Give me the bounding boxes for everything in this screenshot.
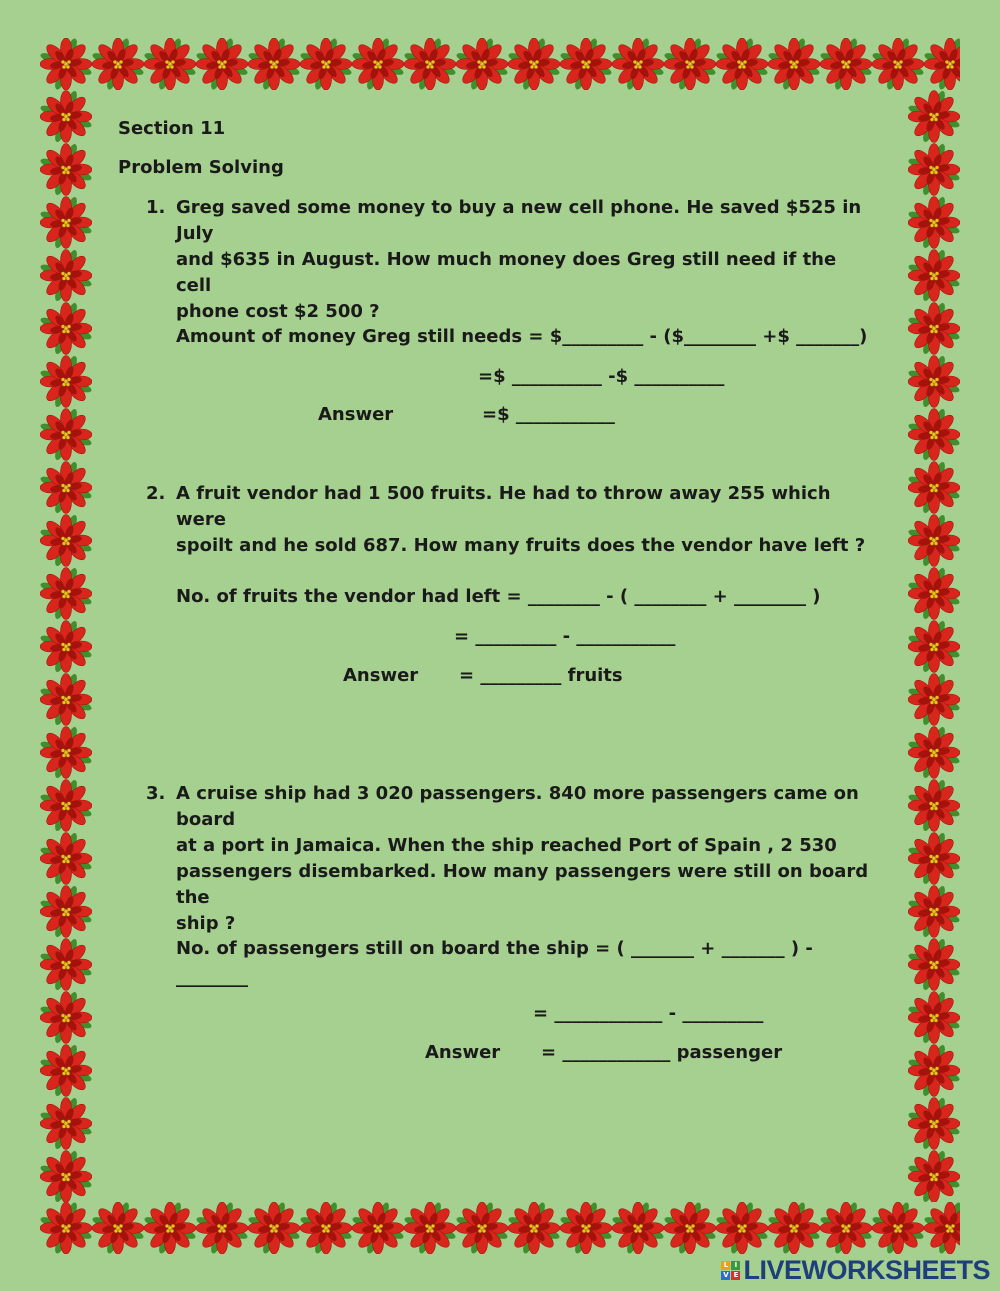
poinsettia-icon: [40, 461, 92, 514]
problem-3-work-line-1b[interactable]: ________: [176, 967, 248, 988]
poinsettia-icon: [300, 1202, 352, 1254]
poinsettia-icon: [40, 90, 92, 143]
problem-3-work-line-1[interactable]: No. of passengers still on board the ship = ( _______ + _______ ) -: [176, 938, 813, 959]
poinsettia-icon: [40, 567, 92, 620]
poinsettia-icon: [40, 1150, 92, 1202]
liveworksheets-logo[interactable]: [721, 1255, 990, 1285]
poinsettia-icon: [40, 620, 92, 673]
poinsettia-icon: [820, 38, 872, 90]
poinsettia-icon: [560, 38, 612, 90]
question-line: phone cost $2 500 ?: [176, 301, 380, 322]
poinsettia-icon: [40, 779, 92, 832]
poinsettia-icon: [40, 1097, 92, 1150]
poinsettia-icon: [908, 726, 960, 779]
poinsettia-icon: [908, 620, 960, 673]
poinsettia-icon: [908, 461, 960, 514]
problem-2-work-line-1[interactable]: No. of fruits the vendor had left = ________ - ( ________ + ________ ): [176, 586, 821, 607]
poinsettia-icon: [908, 355, 960, 408]
question-line: A fruit vendor had 1 500 fruits. He had to throw away 255 which were: [176, 483, 831, 530]
problem-2-work-line-2[interactable]: = _________ - ___________: [454, 626, 676, 647]
poinsettia-icon: [40, 408, 92, 461]
poinsettia-icon: [908, 1044, 960, 1097]
poinsettia-icon: [924, 1202, 960, 1254]
poinsettia-icon: [664, 38, 716, 90]
poinsettia-icon: [196, 1202, 248, 1254]
poinsettia-icon: [908, 779, 960, 832]
poinsettia-icon: [404, 1202, 456, 1254]
question-line: at a port in Jamaica. When the ship reached Port of Spain , 2 530: [176, 835, 837, 856]
poinsettia-icon: [908, 408, 960, 461]
problem-2-answer-field[interactable]: = _________ fruits: [459, 665, 623, 686]
poinsettia-icon: [908, 302, 960, 355]
poinsettia-icon: [40, 1044, 92, 1097]
border-bottom: [40, 1202, 960, 1254]
poinsettia-icon: [908, 832, 960, 885]
poinsettia-icon: [40, 196, 92, 249]
poinsettia-icon: [908, 673, 960, 726]
problem-1-question: [176, 195, 876, 325]
poinsettia-icon: [768, 1202, 820, 1254]
question-line: spoilt and he sold 687. How many fruits does the vendor have left ?: [176, 535, 866, 556]
poinsettia-icon: [908, 514, 960, 567]
logo-block: I: [731, 1261, 740, 1270]
poinsettia-icon: [144, 1202, 196, 1254]
poinsettia-icon: [40, 832, 92, 885]
problem-3-answer-label: Answer: [425, 1042, 501, 1063]
poinsettia-icon: [300, 38, 352, 90]
poinsettia-icon: [508, 38, 560, 90]
problem-3-answer-field[interactable]: = ____________ passenger: [541, 1042, 783, 1063]
poinsettia-icon: [40, 514, 92, 567]
poinsettia-icon: [248, 1202, 300, 1254]
poinsettia-icon: [92, 1202, 144, 1254]
poinsettia-icon: [144, 38, 196, 90]
poinsettia-icon: [40, 726, 92, 779]
poinsettia-icon: [456, 1202, 508, 1254]
poinsettia-icon: [664, 1202, 716, 1254]
question-line: A cruise ship had 3 020 passengers. 840 more passengers came on board: [176, 783, 859, 830]
problem-3-work-line-2[interactable]: = ____________ - _________: [533, 1003, 764, 1024]
question-line: and $635 in August. How much money does Greg still need if the cell: [176, 249, 837, 296]
poinsettia-icon: [908, 885, 960, 938]
poinsettia-icon: [908, 90, 960, 143]
section-title: Section 11: [118, 118, 226, 139]
poinsettia-icon: [40, 673, 92, 726]
poinsettia-icon: [456, 38, 508, 90]
poinsettia-icon: [248, 38, 300, 90]
poinsettia-icon: [40, 38, 92, 90]
poinsettia-icon: [40, 302, 92, 355]
logo-block: L: [721, 1261, 730, 1270]
poinsettia-icon: [908, 249, 960, 302]
poinsettia-icon: [352, 1202, 404, 1254]
logo-block: E: [731, 1271, 740, 1280]
poinsettia-icon: [908, 938, 960, 991]
poinsettia-icon: [716, 38, 768, 90]
poinsettia-icon: [908, 567, 960, 620]
border-right: [908, 90, 960, 1202]
poinsettia-icon: [908, 196, 960, 249]
poinsettia-icon: [612, 1202, 664, 1254]
problem-2-answer-label: Answer: [343, 665, 419, 686]
problem-1-work-line-1[interactable]: Amount of money Greg still needs = $_________ - ($________ +$ _______): [176, 326, 868, 347]
poinsettia-icon: [404, 38, 456, 90]
poinsettia-icon: [196, 38, 248, 90]
problem-1-answer-field[interactable]: =$ ___________: [482, 404, 615, 425]
poinsettia-icon: [908, 1097, 960, 1150]
problem-1-number: 1.: [146, 197, 166, 218]
poinsettia-icon: [908, 1150, 960, 1202]
logo-block: V: [723, 1270, 729, 1279]
poinsettia-icon: [908, 991, 960, 1044]
problem-1-work-line-2[interactable]: =$ __________ -$ __________: [478, 366, 725, 387]
poinsettia-icon: [40, 355, 92, 408]
poinsettia-icon: [924, 38, 960, 90]
poinsettia-icon: [508, 1202, 560, 1254]
poinsettia-icon: [560, 1202, 612, 1254]
problem-2-number: 2.: [146, 483, 166, 504]
poinsettia-icon: [820, 1202, 872, 1254]
logo-blocks-icon: [721, 1261, 740, 1280]
poinsettia-icon: [768, 38, 820, 90]
poinsettia-icon: [40, 991, 92, 1044]
poinsettia-icon: [872, 1202, 924, 1254]
border-top: [40, 38, 960, 90]
poinsettia-icon: [40, 249, 92, 302]
question-line: ship ?: [176, 913, 236, 934]
poinsettia-icon: [716, 1202, 768, 1254]
border-left: [40, 90, 92, 1202]
poinsettia-icon: [612, 38, 664, 90]
poinsettia-icon: [40, 938, 92, 991]
poinsettia-icon: [352, 38, 404, 90]
question-line: passengers disembarked. How many passengers were still on board the: [176, 861, 869, 908]
poinsettia-icon: [908, 143, 960, 196]
problem-3-question: [176, 781, 886, 937]
poinsettia-icon: [40, 885, 92, 938]
poinsettia-icon: [872, 38, 924, 90]
problem-2-question: [176, 481, 876, 559]
problem-1-answer-label: Answer: [318, 404, 394, 425]
section-subtitle: Problem Solving: [118, 157, 284, 178]
poinsettia-icon: [40, 1202, 92, 1254]
logo-text: LIVEWORKSHEETS: [743, 1254, 990, 1285]
question-line: Greg saved some money to buy a new cell phone. He saved $525 in July: [176, 197, 862, 244]
poinsettia-icon: [92, 38, 144, 90]
problem-3-number: 3.: [146, 783, 166, 804]
poinsettia-icon: [40, 143, 92, 196]
